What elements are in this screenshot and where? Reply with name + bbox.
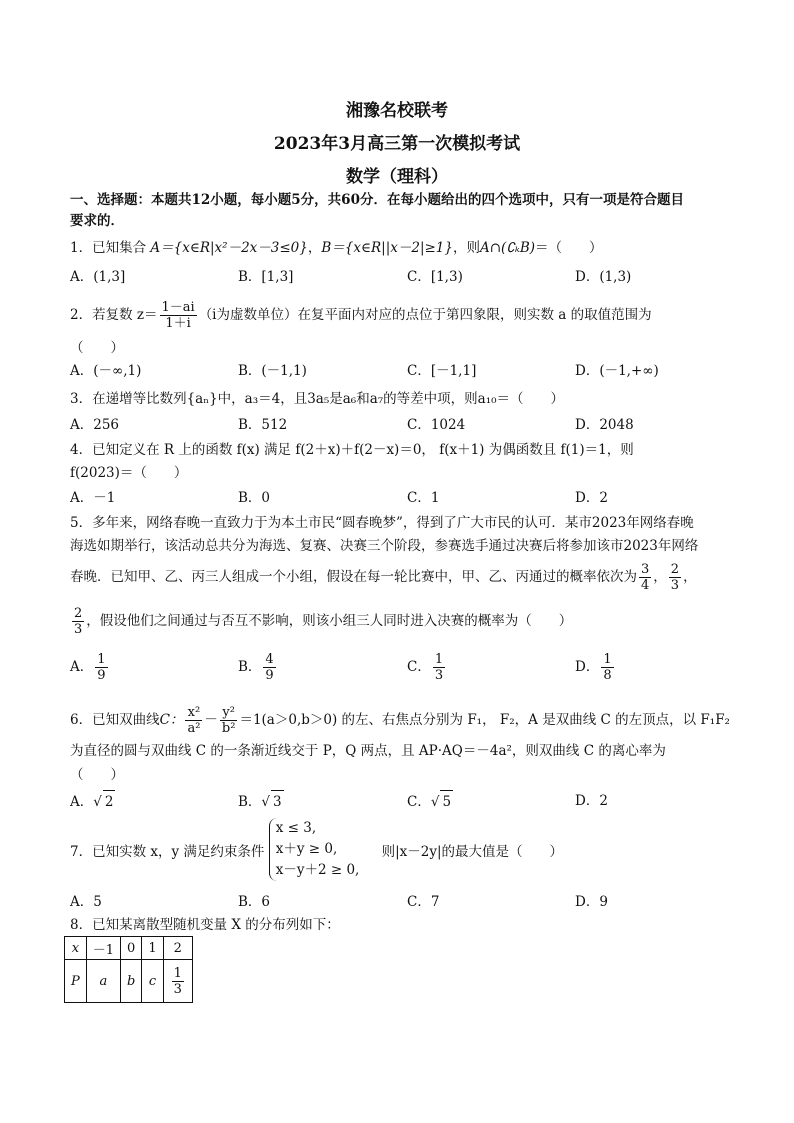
option-a: A．256 [70, 417, 120, 433]
fraction: $\frac{2}{3}$ [74, 606, 83, 637]
question-5-line3: 春晚．已知甲、乙、丙三人组成一个小组，假设在每一轮比赛中，甲、乙、丙通过的概率依次为 $\frac{3}{4}$ ， $\frac{2}{3}$ ， [70, 562, 697, 593]
option-a: A．5 [70, 894, 102, 910]
option-c: C． $\frac{1}{3}$ [407, 652, 444, 683]
option-c: C．1 [407, 490, 440, 506]
option-b: B．512 [238, 417, 288, 433]
question-8: 8．已知某离散型随机变量 X 的分布列如下： [70, 917, 340, 933]
option-b: B． $\frac{4}{9}$ [238, 652, 274, 683]
question-4-options [70, 487, 730, 509]
option-a: A．(1,3] [70, 269, 126, 285]
exam-title-subject: 数学（理科） [346, 167, 448, 187]
option-c: C．[1,3) [407, 269, 463, 285]
question-5-options [70, 652, 730, 683]
question-6-options [70, 790, 730, 812]
question-6-line2: 为直径的圆与双曲线 C 的一条渐近线交于 P，Q 两点，且 AP·AQ＝－4a²，则双曲线 C 的离心率为 [70, 743, 666, 759]
option-c: C．√ 5 [407, 790, 453, 813]
question-6-paren: （ ） [70, 767, 124, 783]
question-2-paren: （ ） [70, 340, 124, 356]
option-d: D．2048 [575, 417, 634, 433]
option-c: C．1024 [407, 417, 466, 433]
option-d: D．(－1,+∞) [575, 363, 659, 379]
question-7-options [70, 891, 730, 913]
option-b: B．[1,3] [238, 269, 294, 285]
question-5-line2: 海选如期举行，该活动总共分为海选、复赛、决赛三个阶段，参赛选手通过决赛后将参加该市2023年网络 [70, 538, 699, 554]
question-6-line1: 6．已知双曲线C： $\frac{\text{x²}}{\text{a²}}$ － $\frac{\text{y²}}{\text{b²}}$ ＝1(a＞0,b＞0) 的左、右焦点分别为 F₁， F₂，A 是双曲线 C 的左顶点，以 F₁F₂ [70, 705, 730, 736]
option-c: C．[－1,1] [407, 363, 477, 379]
exam-title-main: 2023年3月高三第一次模拟考试 [273, 134, 521, 154]
option-a: A．√ 2 [70, 790, 115, 813]
option-d: D． $\frac{1}{8}$ [575, 652, 612, 683]
table-row: x －1 0 1 2 [65, 937, 193, 960]
fraction: $\frac{1}{3}$ [173, 965, 182, 997]
option-b: B．√ 3 [238, 790, 284, 813]
section-heading: 一、选择题：本题共12小题，每小题5分，共60分．在每小题给出的四个选项中，只有一项是符合题目 [70, 192, 684, 208]
question-4-cont: f(2023)＝（ ） [70, 465, 188, 481]
fraction: $\frac{1-ai}{1+i}$ [161, 300, 195, 331]
fraction: $\frac{3}{4}$ [641, 562, 650, 593]
question-3: 3．在递增等比数列{aₙ}中，a₃＝4，且3a₅是a₆和a₇的等差中项，则a₁₀＝（ ） [70, 391, 565, 407]
option-a: A．(－∞,1) [70, 363, 142, 379]
option-d: D．2 [575, 490, 608, 506]
section-heading-cont: 要求的． [70, 213, 124, 229]
option-b: B．6 [238, 894, 271, 910]
option-a: A．－1 [70, 490, 116, 506]
option-d: D．2 [575, 793, 608, 809]
option-d: D．9 [575, 894, 608, 910]
constraint-system: x ≤ 3, x＋y ≥ 0, x－y＋2 ≥ 0, [269, 818, 360, 881]
distribution-table [64, 936, 193, 1003]
question-5-line4: $\frac{2}{3}$ ，假设他们之间通过与否互不影响，则该小组三人同时进入决赛的概率为（ ） [74, 606, 573, 637]
question-2-options [70, 360, 730, 382]
exam-title-union: 湘豫名校联考 [346, 101, 448, 121]
option-b: B．(－1,1) [238, 363, 307, 379]
fraction: $\frac{2}{3}$ [670, 562, 680, 593]
option-b: B．0 [238, 490, 271, 506]
question-4: 4．已知定义在 R 上的函数 f(x) 满足 f(2＋x)＋f(2－x)＝0， f(x＋1) 为偶函数且 f(1)＝1，则 [70, 442, 634, 458]
question-1-options [70, 266, 730, 288]
option-a: A． $\frac{1}{9}$ [70, 652, 106, 683]
question-1: 1．已知集合 A＝{x∈R|x²－2x－3≤0}，B＝{x∈R||x－2|≥1}，则A∩(∁ₖB)＝（ ） [70, 240, 603, 256]
question-3-options [70, 414, 730, 436]
option-d: D．(1,3) [575, 269, 632, 285]
question-7: 7．已知实数 x，y 满足约束条件 x ≤ 3, x＋y ≥ 0, x－y＋2 ≥ 0, 则|x－2y|的最大值是（ ） [70, 818, 563, 881]
option-c: C．7 [407, 894, 440, 910]
question-2: 2．若复数 z＝ $\frac{1-ai}{1+i}$ （i为虚数单位）在复平面内对应的点位于第四象限，则实数 a 的取值范围为 [70, 300, 652, 331]
question-5-line1: 5．多年来，网络春晚一直致力于为本土市民“圆春晚梦”，得到了广大市民的认可．某市2023年网络春晚 [70, 515, 694, 531]
table-row: P a b c $\frac{1}{3}$ [65, 960, 193, 1003]
